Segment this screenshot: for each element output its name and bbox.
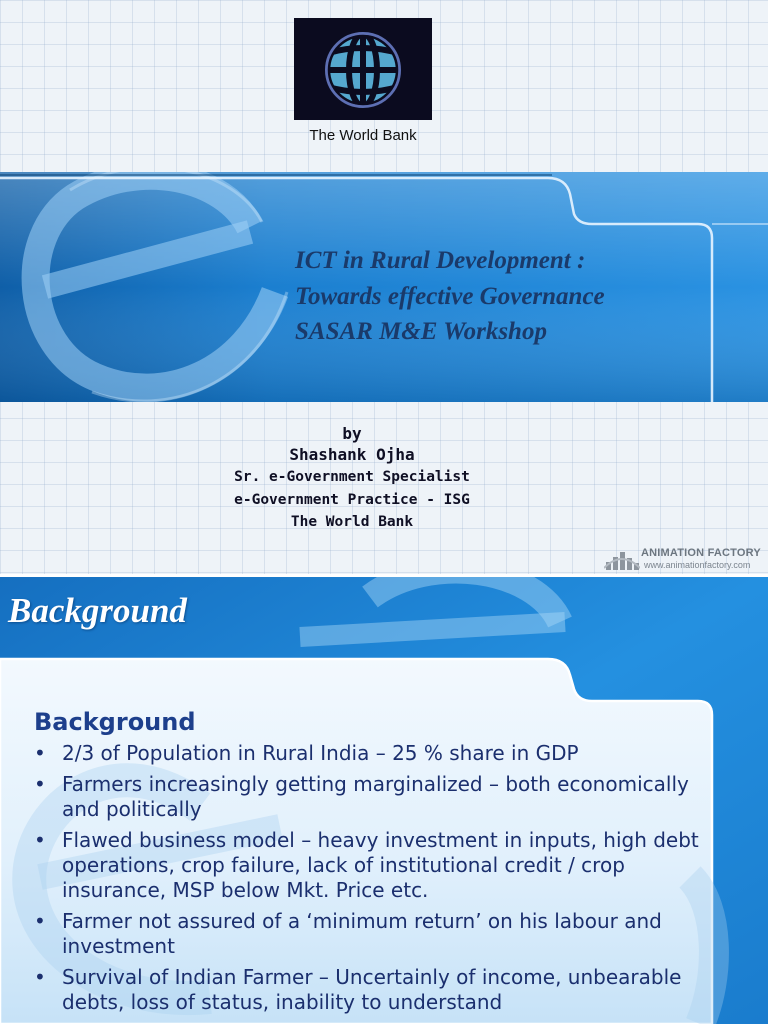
by-label: by [342, 424, 362, 443]
bullet-item: • Farmer not assured of a ‘minimum return’ on his labour and investment [34, 909, 706, 959]
bullet-item: • Flawed business model – heavy investment in inputs, high debt operations, crop failure, lack of institutional credit / crop insurance, MSP below Mkt. Price etc. [34, 828, 706, 903]
author-organization: The World Bank [290, 514, 414, 530]
watermark-url: www.animationfactory.com [644, 560, 751, 570]
bullet-item: • Farmers increasingly getting marginalized – both economically and politically [34, 772, 706, 822]
title-line-2: Towards effective Governance [295, 282, 605, 310]
bullet-item: • 2/3 of Population in Rural India – 25 % share in GDP [34, 741, 706, 766]
bullet-list [34, 741, 706, 1015]
title-line-3: SASAR M&E Workshop [295, 318, 547, 345]
background-slide [0, 577, 768, 1024]
bullet-item: • Survival of Indian Farmer – Uncertainly of income, unbearable debts, loss of status, inability to understand [34, 965, 706, 1015]
animation-factory-icon [604, 548, 640, 570]
logo-caption: The World Bank [309, 127, 417, 144]
animation-factory-watermark [604, 546, 768, 572]
slide-content [34, 707, 706, 1021]
author-byline [0, 424, 704, 534]
world-bank-logo [294, 18, 432, 120]
section-heading: Background [34, 708, 196, 736]
author-department: e-Government Practice - ISG [234, 491, 470, 508]
title-line-1: ICT in Rural Development : [295, 247, 586, 274]
author-role: Sr. e-Government Specialist [234, 469, 470, 485]
presentation-title [295, 243, 755, 350]
author-name: Shashank Ojha [289, 445, 415, 464]
slide-title: Background [8, 591, 187, 630]
world-bank-globe-icon [294, 18, 432, 120]
watermark-title: ANIMATION FACTORY [641, 547, 761, 559]
